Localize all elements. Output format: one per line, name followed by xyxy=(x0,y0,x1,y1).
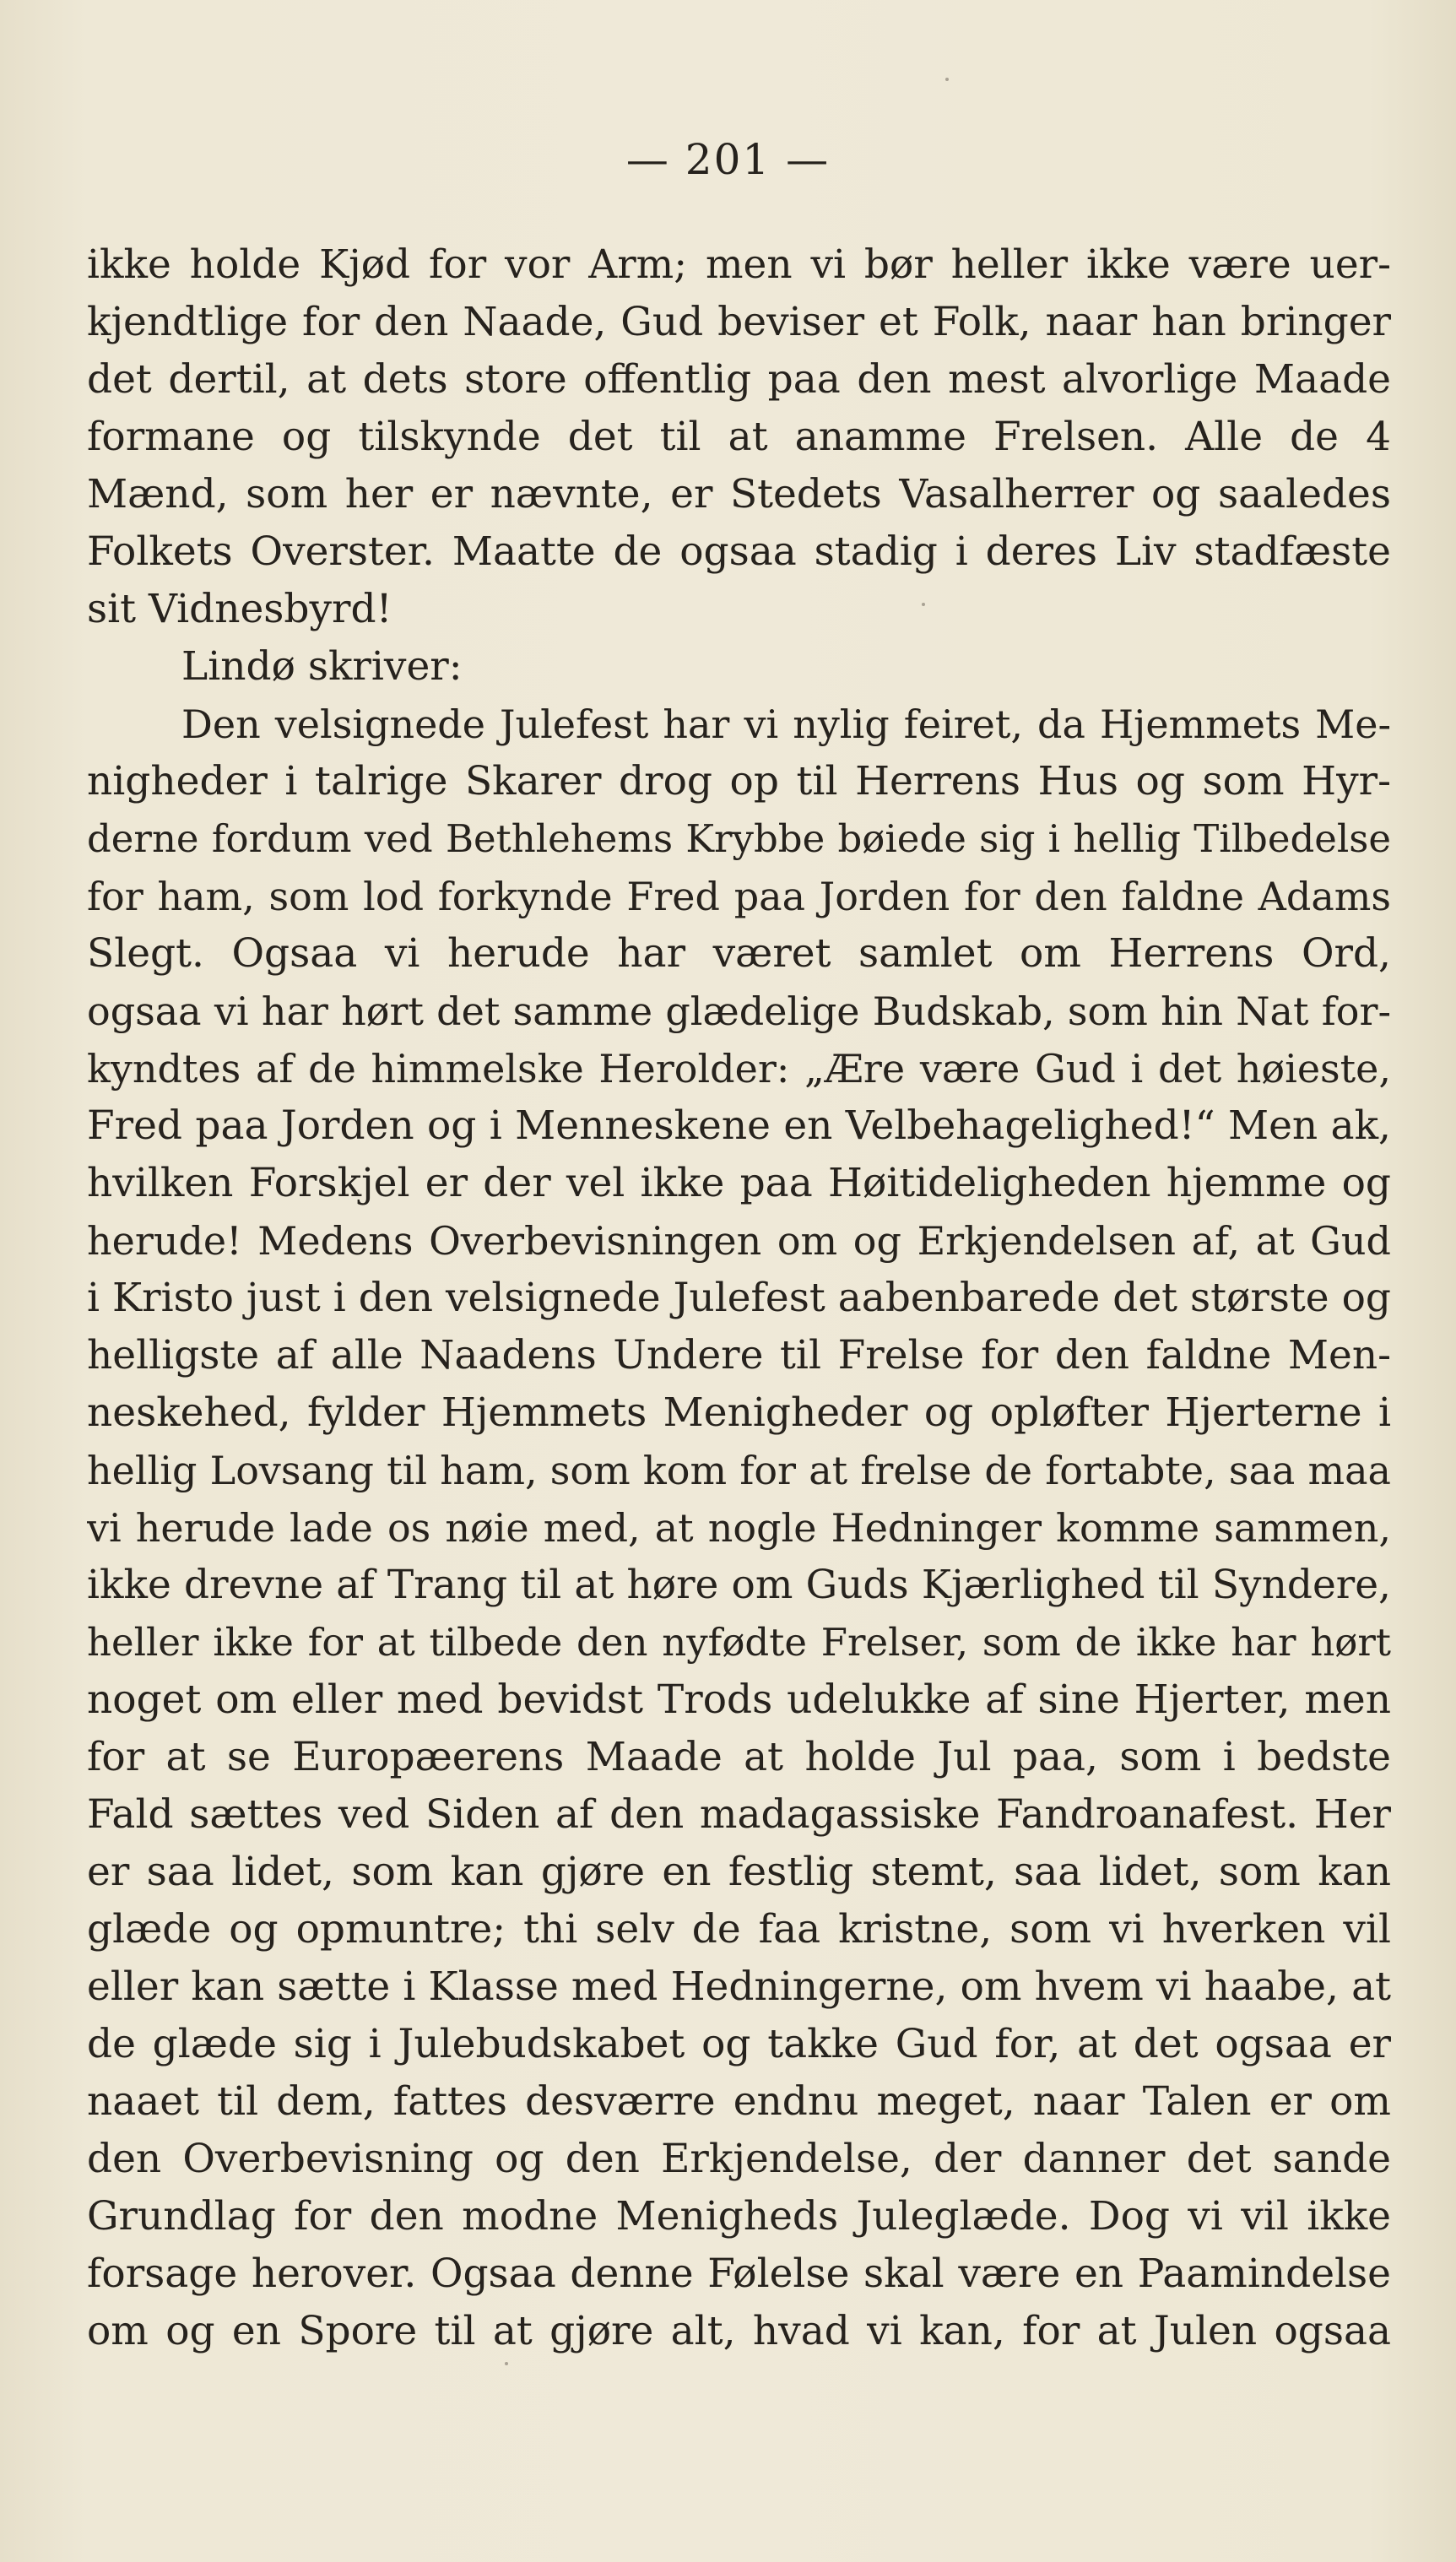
text-line: herude! Medens Overbevisningen om og Erkjendelsen af, at Gud xyxy=(87,1218,1391,1264)
text-line: hvilken Forskjel er der vel ikke paa Høitideligheden hjemme og xyxy=(87,1160,1391,1206)
text-line: om og en Spore til at gjøre alt, hvad vi kan, for at Julen ogsaa xyxy=(87,2308,1391,2354)
page-number: — 201 — xyxy=(625,135,831,184)
text-line: for ham, som lod forkynde Fred paa Jorden for den faldne Adams xyxy=(87,874,1391,919)
text-line: kjendtlige for den Naade, Gud beviser et Folk, naar han bringer xyxy=(87,299,1391,345)
text-line: kyndtes af de himmelske Herolder: „Ære være Gud i det høieste, xyxy=(87,1046,1391,1091)
text-line: Folkets Overster. Maatte de ogsaa stadig i deres Liv stadfæste xyxy=(87,528,1391,575)
paragraph-first-line: Den velsignede Julefest har vi nylig feiret, da Hjemmets Me- xyxy=(181,701,1391,747)
text-line: helligste af alle Naadens Undere til Frelse for den faldne Men- xyxy=(87,1332,1391,1378)
text-line: formane og tilskynde det til at anamme Frelsen. Alle de 4 xyxy=(87,414,1391,460)
text-line: heller ikke for at tilbede den nyfødte Frelser, som de ikke har hørt xyxy=(87,1620,1391,1665)
text-line: sit Vidnesbyrd! xyxy=(87,586,392,632)
body-text xyxy=(87,236,1391,2360)
text-line: ikke holde Kjød for vor Arm; men vi bør heller ikke være uer- xyxy=(87,241,1391,288)
text-line: vi herude lade os nøie med, at nogle Hedninger komme sammen, xyxy=(87,1505,1391,1551)
text-line: er saa lidet, som kan gjøre en festlig stemt, saa lidet, som kan xyxy=(87,1849,1391,1895)
paper-speck xyxy=(922,603,925,606)
text-line: glæde og opmuntre; thi selv de faa kristne, som vi hverken vil xyxy=(87,1906,1391,1953)
text-line: for at se Europæerens Maade at holde Jul paa, som i bedste xyxy=(87,1734,1391,1780)
text-line: den Overbevisning og den Erkjendelse, der danner det sande xyxy=(87,2136,1391,2182)
text-line: de glæde sig i Julebudskabet og takke Gud for, at det ogsaa er xyxy=(87,2021,1391,2067)
text-line: i Kristo just i den velsignede Julefest aabenbarede det største og xyxy=(87,1275,1391,1321)
text-line: det dertil, at dets store offentlig paa den mest alvorlige Maade xyxy=(87,356,1391,403)
text-line: Mænd, som her er nævnte, er Stedets Vasalherrer og saaledes xyxy=(87,471,1391,517)
text-line: Grundlag for den modne Menigheds Juleglæde. Dog vi vil ikke xyxy=(87,2193,1391,2240)
text-line: noget om eller med bevidst Trods udelukke af sine Hjerter, men xyxy=(87,1676,1391,1723)
paper-speck xyxy=(945,78,949,81)
section-heading: Lindø skriver: xyxy=(181,643,463,690)
text-line: neskehed, fylder Hjemmets Menigheder og opløfter Hjerterne i xyxy=(87,1389,1391,1436)
text-line: derne fordum ved Bethlehems Krybbe bøiede sig i hellig Tilbedelse xyxy=(87,816,1391,861)
text-line: eller kan sætte i Klasse med Hedningerne, om hvem vi haabe, at xyxy=(87,1963,1391,2010)
text-line: ogsaa vi har hørt det samme glædelige Budskab, som hin Nat for- xyxy=(87,989,1391,1034)
text-line: hellig Lovsang til ham, som kom for at frelse de fortabte, saa maa xyxy=(87,1448,1391,1493)
text-line: naaet til dem, fattes desværre endnu meget, naar Talen er om xyxy=(87,2078,1391,2125)
text-line: forsage herover. Ogsaa denne Følelse skal være en Paamindelse xyxy=(87,2251,1391,2297)
paper-speck xyxy=(505,2362,508,2365)
text-line: nigheder i talrige Skarer drog op til Herrens Hus og som Hyr- xyxy=(87,758,1391,804)
text-line: ikke drevne af Trang til at høre om Guds Kjærlighed til Syndere, xyxy=(87,1562,1391,1608)
text-line: Fald sættes ved Siden af den madagassiske Fandroanafest. Her xyxy=(87,1791,1391,1838)
text-line: Slegt. Ogsaa vi herude har været samlet om Herrens Ord, xyxy=(87,930,1391,977)
text-line: Fred paa Jorden og i Menneskene en Velbehagelighed!“ Men ak, xyxy=(87,1102,1391,1149)
